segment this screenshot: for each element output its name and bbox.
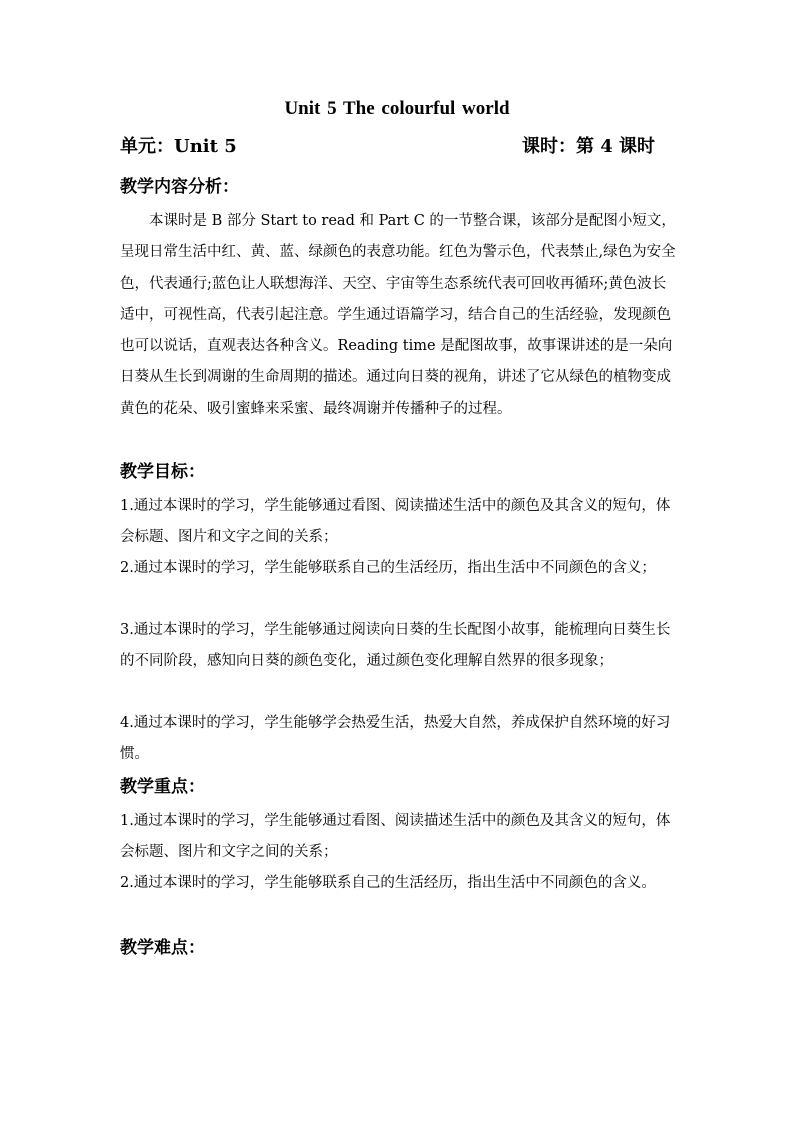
objective-item-1: 1.通过本课时的学习，学生能够通过看图、阅读描述生活中的颜色及其含义的短句，体会标题、图片和文字之间的关系； xyxy=(120,498,671,545)
document-title: Unit 5 The colourful world xyxy=(284,98,510,119)
key-points-heading: 教学重点： xyxy=(120,777,205,797)
key-point-item-2: 2.通过本课时的学习，学生能够联系自己的生活经历，指出生活中不同颜色的含义。 xyxy=(120,875,656,891)
key-point-item-1: 1.通过本课时的学习，学生能够通过看图、阅读描述生活中的颜色及其含义的短句，体会标题、图片和文字之间的关系； xyxy=(120,813,671,860)
content-analysis-heading: 教学内容分析： xyxy=(120,177,239,197)
unit-label: 单元：Unit 5 xyxy=(120,136,237,157)
objectives-heading: 教学目标： xyxy=(120,462,205,482)
content-analysis-text: 本课时是 B 部分 Start to read 和 Part C 的一节整合课，该部分是配图小短文，呈现日常生活中红、黄、蓝、绿颜色的表意功能。红色为警示色，代表禁止,绿色为安全色，代表通行;蓝色让人联想海洋、天空、宇宙等生态系统代表可回收再循环;黄色波长适中，可视性高，代表引起注意。学生通过语篇学习，结合自己的生活经验，发现颜色也可以说话，直观表达各种含义。Reading time 是配图故事，故事课讲述的是一朵向日葵从生长到凋谢的生命周期的描述。通过向日葵的视角，讲述了它从绿色的植物变成黄色的花朵、吸引蜜蜂来采蜜、最终凋谢并传播种子的过程。 xyxy=(120,213,676,417)
objective-item-4: 4.通过本课时的学习，学生能够学会热爱生活，热爱大自然，养成保护自然环境的好习惯。 xyxy=(120,715,671,762)
lesson-label: 课时：第 4 课时 xyxy=(522,136,656,157)
objective-item-2: 2.通过本课时的学习，学生能够联系自己的生活经历，指出生活中不同颜色的含义； xyxy=(120,560,656,576)
objective-item-3: 3.通过本课时的学习，学生能够通过阅读向日葵的生长配图小故事，能梳理向日葵生长的不同阶段，感知向日葵的颜色变化，通过颜色变化理解自然界的很多现象； xyxy=(120,622,671,669)
difficulties-heading: 教学难点： xyxy=(120,938,205,958)
